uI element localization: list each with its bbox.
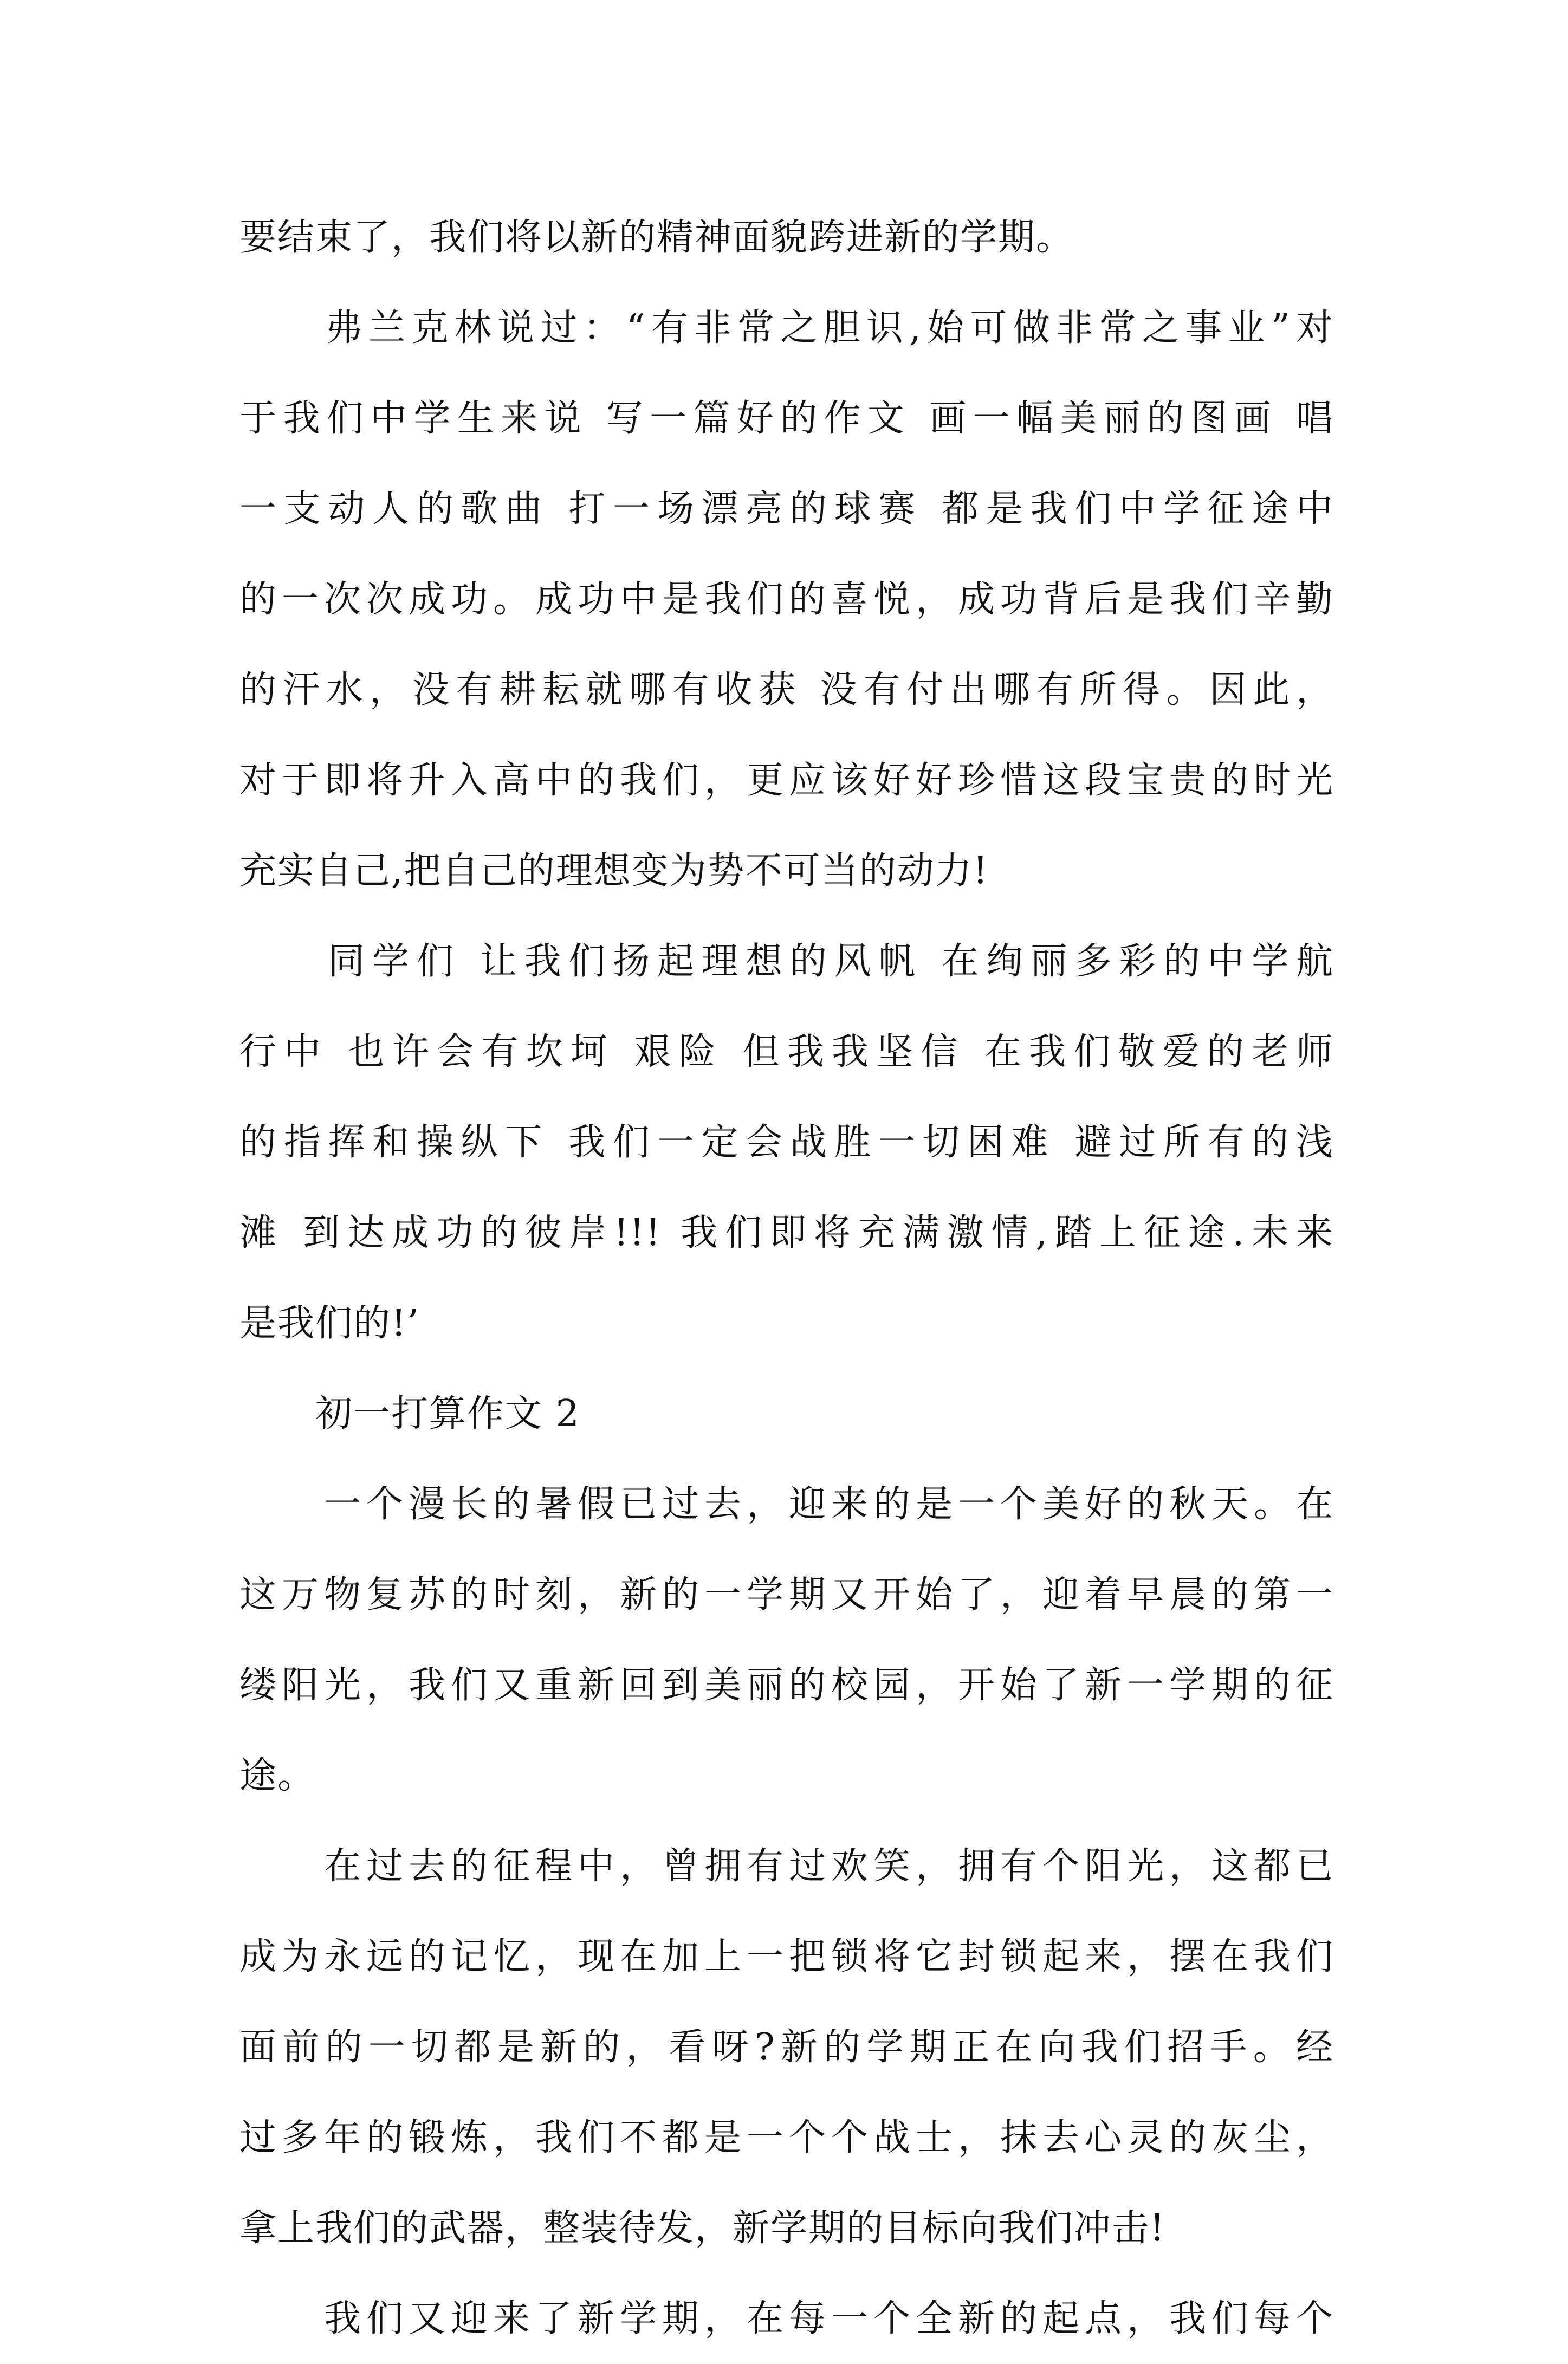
- text-line: 这万物复苏的时刻，新的一学期又开始了，迎着早晨的第一: [239, 1573, 1334, 1616]
- text-line: 在过去的征程中，曾拥有过欢笑，拥有个阳光，这都已: [239, 1845, 1334, 1888]
- text-line: 的指挥和操纵下 我们一定会战胜一切困难 避过所有的浅: [239, 1121, 1334, 1164]
- text-line: 的汗水，没有耕耘就哪有收获 没有付出哪有所得。因此，: [239, 669, 1334, 711]
- text-line: 同学们 让我们扬起理想的风帆 在绚丽多彩的中学航: [239, 940, 1334, 983]
- text-line: 行中 也许会有坎坷 艰险 但我我坚信 在我们敬爱的老师: [239, 1031, 1334, 1073]
- text-line: 的一次次成功。成功中是我们的喜悦，成功背后是我们辛勤: [239, 578, 1334, 621]
- text-line: 缕阳光，我们又重新回到美丽的校园，开始了新一学期的征: [239, 1664, 1334, 1707]
- text-line: 要结束了，我们将以新的精神面貌跨进新的学期。: [239, 216, 1074, 259]
- text-line: 拿上我们的武器，整装待发，新学期的目标向我们冲击!: [239, 2207, 1166, 2250]
- body-text: [239, 192, 1334, 2364]
- text-line: 充实自己,把自己的理想变为势不可当的动力!: [239, 850, 989, 892]
- text-line: 一支动人的歌曲 打一场漂亮的球赛 都是我们中学征途中: [239, 488, 1334, 530]
- text-line: 是我们的!’: [239, 1302, 420, 1345]
- text-line: 一个漫长的暑假已过去，迎来的是一个美好的秋天。在: [239, 1483, 1334, 1526]
- text-line: 弗兰克林说过：“有非常之胆识,始可做非常之事业”对: [239, 307, 1334, 349]
- text-line: 滩 到达成功的彼岸!!! 我们即将充满激情,踏上征途.未来: [239, 1212, 1334, 1254]
- text-line: 过多年的锻炼，我们不都是一个个战士，抹去心灵的灰尘，: [239, 2116, 1334, 2159]
- text-line: 成为永远的记忆，现在加上一把锁将它封锁起来，摆在我们: [239, 1935, 1334, 1978]
- text-line: 我们又迎来了新学期，在每一个全新的起点，我们每个: [239, 2297, 1334, 2340]
- text-line: 对于即将升入高中的我们，更应该好好珍惜这段宝贵的时光: [239, 759, 1334, 802]
- text-line: 途。: [239, 1754, 316, 1797]
- text-line: 初一打算作文 2: [239, 1393, 580, 1435]
- text-line: 于我们中学生来说 写一篇好的作文 画一幅美丽的图画 唱: [239, 397, 1334, 440]
- text-line: 面前的一切都是新的，看呀?新的学期正在向我们招手。经: [239, 2026, 1334, 2069]
